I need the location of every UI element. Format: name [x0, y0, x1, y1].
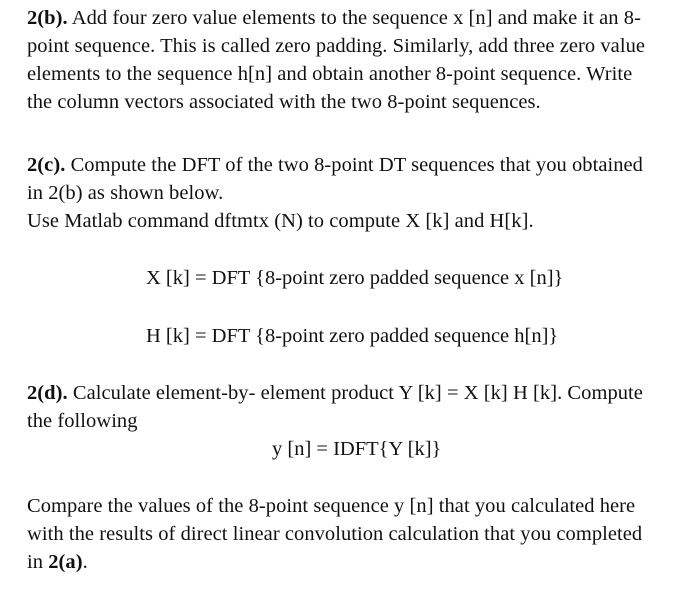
equation-dft-x: X [k] = DFT {8-point zero padded sequence x [n]}	[146, 267, 564, 289]
conclusion-prefix: in	[27, 551, 49, 573]
section-d-line-1	[27, 381, 643, 405]
section-b-text-1: Add four zero value elements to the sequence x [n] and make it an 8-	[67, 7, 641, 29]
conclusion-suffix: .	[82, 551, 88, 573]
section-b-label: 2(b).	[27, 7, 68, 29]
section-b-line-1	[27, 6, 641, 30]
section-d-label: 2(d).	[27, 382, 68, 404]
section-c-text-1: Compute the DFT of the two 8-point DT sequences that you obtained	[65, 154, 643, 176]
section-c-line-2: in 2(b) as shown below.	[27, 182, 224, 204]
section-d-text-1: Calculate element-by- element product Y [k] = X [k] H [k]. Compute	[67, 382, 643, 404]
conclusion-reference-label: 2(a)	[48, 551, 83, 573]
section-c-line-1	[27, 153, 643, 177]
conclusion-line-1: Compare the values of the 8-point sequence y [n] that you calculated here	[27, 495, 636, 517]
section-c-line-3: Use Matlab command dftmtx (N) to compute X [k] and H[k].	[27, 210, 534, 232]
equation-idft-y: y [n] = IDFT{Y [k]}	[272, 438, 442, 460]
equation-dft-h: H [k] = DFT {8-point zero padded sequence h[n]}	[146, 325, 559, 347]
section-b-line-4: the column vectors associated with the two 8-point sequences.	[27, 91, 541, 113]
section-b-line-2: point sequence. This is called zero padding. Similarly, add three zero value	[27, 35, 646, 57]
conclusion-line-3	[27, 550, 88, 574]
section-b-line-3: elements to the sequence h[n] and obtain another 8-point sequence. Write	[27, 63, 633, 85]
conclusion-line-2: with the results of direct linear convolution calculation that you completed	[27, 523, 643, 545]
section-c-label: 2(c).	[27, 154, 66, 176]
section-d-line-2: the following	[27, 410, 138, 432]
